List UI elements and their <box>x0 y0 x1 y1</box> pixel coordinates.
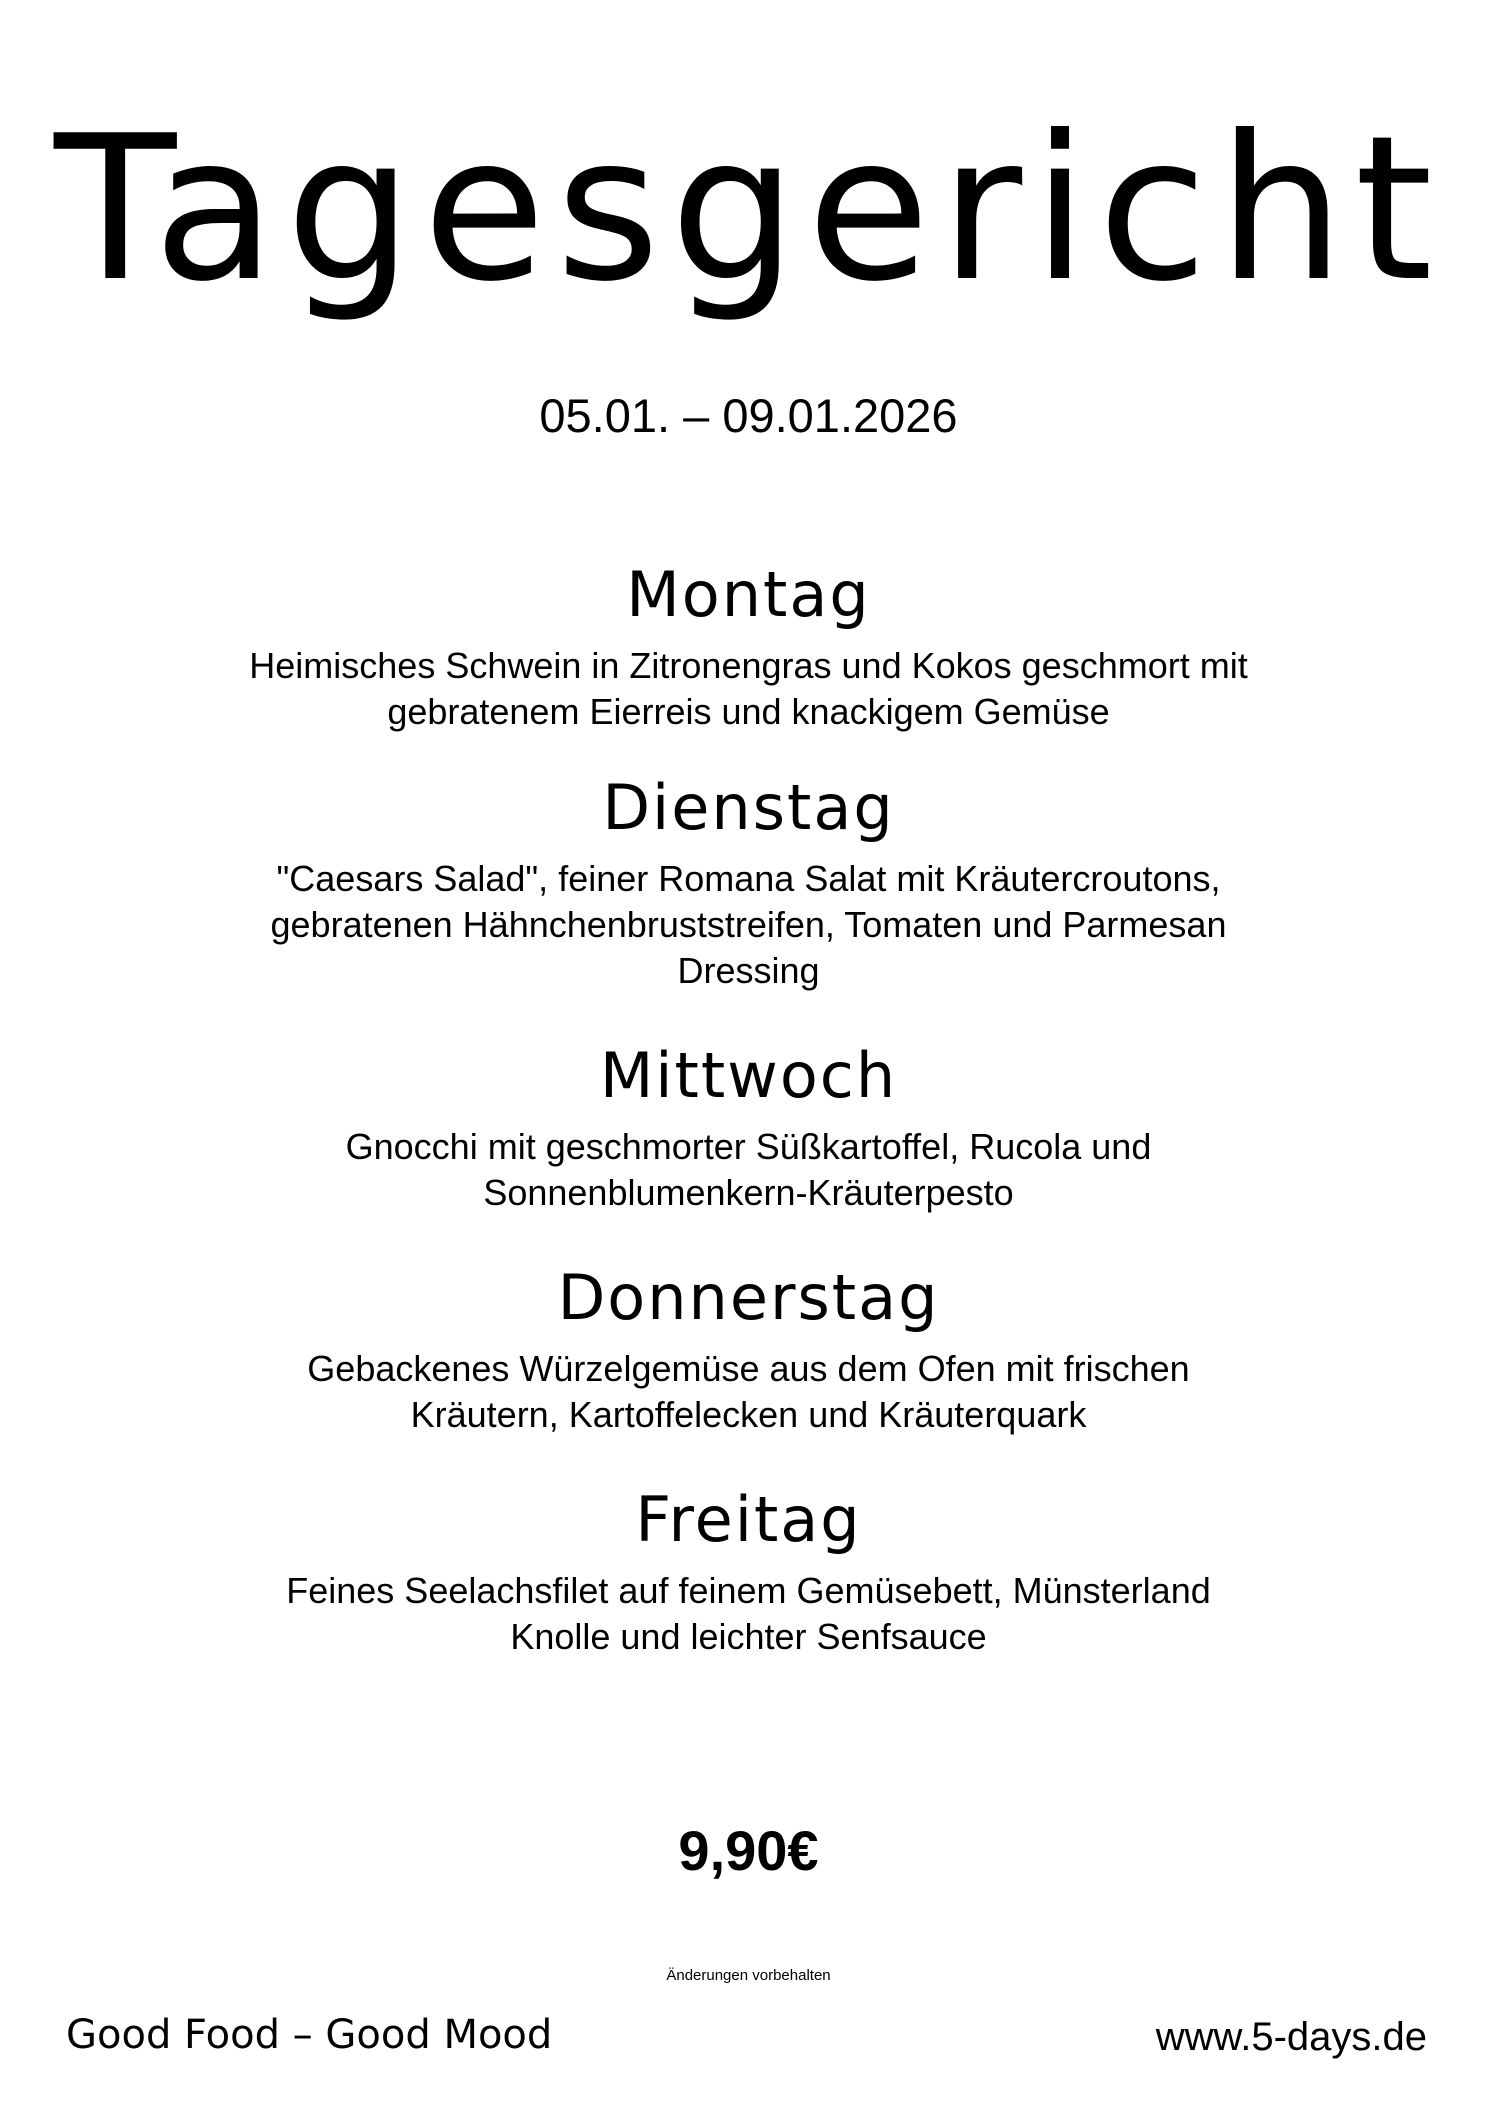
footer-website[interactable]: www.5-days.de <box>1155 2015 1427 2059</box>
dish-line: Dressing <box>677 950 820 991</box>
dish-description <box>199 1568 1299 1660</box>
day-section-mittwoch <box>0 1036 1497 1216</box>
dish-line: Kräutern, Kartoffelecken und Kräuterquark <box>410 1394 1087 1435</box>
day-section-donnerstag <box>0 1258 1497 1438</box>
dish-line: Gebackenes Würzelgemüse aus dem Ofen mit frischen <box>307 1348 1190 1389</box>
dish-line: Heimisches Schwein in Zitronengras und Kokos geschmort mit <box>249 645 1248 686</box>
dish-description <box>199 1346 1299 1438</box>
dish-description <box>199 1124 1299 1216</box>
dish-line: "Caesars Salad", feiner Romana Salat mit Kräutercroutons, <box>276 858 1221 899</box>
dish-line: gebratenem Eierreis und knackigem Gemüse <box>387 691 1110 732</box>
dish-description <box>199 856 1299 994</box>
day-name: Dienstag <box>602 771 895 844</box>
footer-slogan: Good Food – Good Mood <box>66 2012 553 2058</box>
disclaimer-note: Änderungen vorbehalten <box>666 1967 831 1984</box>
dish-description <box>199 643 1299 735</box>
day-name: Donnerstag <box>557 1261 940 1334</box>
date-range: 05.01. – 09.01.2026 <box>539 389 958 442</box>
day-section-freitag <box>0 1480 1497 1660</box>
day-name: Montag <box>626 558 871 631</box>
dish-line: Sonnenblumenkern-Kräuterpesto <box>483 1172 1014 1213</box>
price: 9,90€ <box>678 1819 819 1882</box>
dish-line: Gnocchi mit geschmorter Süßkartoffel, Rucola und <box>345 1126 1152 1167</box>
page-title: Tagesgericht <box>54 93 1443 326</box>
day-section-montag <box>0 555 1497 735</box>
dish-line: Feines Seelachsfilet auf feinem Gemüsebett, Münsterland <box>286 1570 1211 1611</box>
dish-line: Knolle und leichter Senfsauce <box>510 1616 987 1657</box>
day-name: Mittwoch <box>599 1039 898 1112</box>
dish-line: gebratenen Hähnchenbruststreifen, Tomaten und Parmesan <box>270 904 1227 945</box>
day-section-dienstag <box>0 768 1497 994</box>
day-name: Freitag <box>635 1483 862 1556</box>
